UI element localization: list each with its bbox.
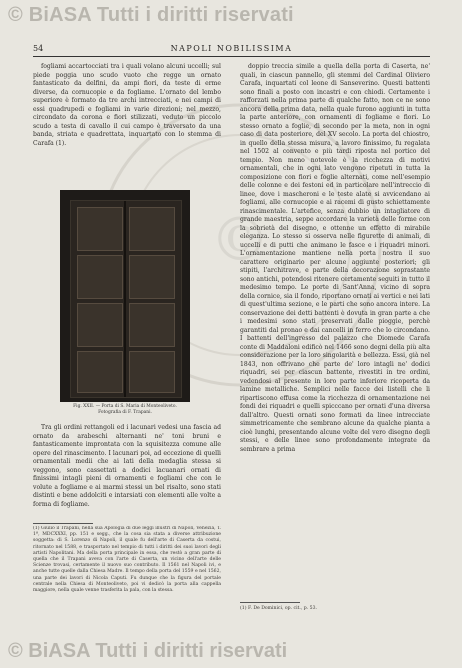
footnote-rule-right bbox=[240, 602, 300, 603]
footnote-left: (1) Giulio il Trapani, nella sua Apologia di due leggi illustri di Napoli, Venezia, T. 1ª, MDCXXXI, pp. 151 e segg., che la cosa sia stata a diverse attribuzione soggetta: di S. Lorenzo di Napoli, il quale fu dell'arte di Caserta da costui, ritornato nel 1588, e trasportato nel tempio di tutti i diritti dei suoi lavori degli artisti Napolitani. Ma della porta principale in essa, che restò a gran parte di quella che il Trapani aveva con l'arte di Caserta, un vicino dell'arte delle Scienze trovasi, certamente il nuovo suo contributo. Il 1561 nel Napoli ivi, e anche tutte quelle dalla Chiesa Madre. Il tempo della porta del 1559 e nel 1562, una parte dei lavori di Nicola Caputi. Fu dunque che la figura del portale centrale nella Chiesa di Monteoliveto, poi vi dedicò la porta alla cappella maggiore, nella quale venne trasferita la pala, con la stessa. bbox=[33, 526, 221, 594]
svg-text:©: © bbox=[210, 205, 270, 275]
door-frame bbox=[70, 200, 182, 398]
watermark-top: © BiASA Tutti i diritti riservati bbox=[8, 4, 294, 26]
photo-caption: Fig. XXII. — Porta di S. Maria di Monteoliveto. Fotografia di F. Trapani. bbox=[73, 404, 177, 415]
right-column bbox=[240, 63, 430, 603]
paragraph: doppio treccia simile a quella della porta di Caserta, ne' quali, in ciascun pannello, gli stemmi del Cardinal Oliviero Carafa, inquartati col leone di Sanseverino. Questi battenti sono finali a posto con incastri e con chiodi. Certamente i rafforzati nella prima parte di qualche fatto, non ce ne sono ancora della prima data, nella quale furono aggiunti in tutta la parte anteriore, con ornamenti di fogliame e fiori. Lo stesso ornato a foglie, di secondo per la meta, non in ogni caso di data posteriore, del XV secolo. La porta del chiostro, in quello della stessa misura, a lavoro finissimo, fu regalata nel 1502 al convento e più tardi riposta nel portico del tempio. Non meno notevole è la ricchezza di motivi ornamentali, che in ogni lato vengono ripetuti in tutta la composizione con fiori e foglie alternati, come nell'esempio delle colonne e dei festoni ed in particolare nell'intreccio di linee, dove i mascheroni e le teste alate si avvicendano ai fogliami, alle cornucopie e ai racemi di gusto schiettamente rinascimentale. L'artefice, senza dubbio un intagliatore di grande maestria, seppe accordare la varietà delle forme con la sobrietà del disegno, e ottenne un effetto di mirabile eleganza. Lo stesso si osserva nelle figurette di animali, di uccelli e di putti che animano le fasce e i riquadri minori. L'ornamentazione mantiene nella porta nostra il suo carattere originario per alcune aggiunte posteriori; gli stipiti, l'architrave, e parte della decorazione soprastante sono antichi, potendosi ritenere certamente seguiti in tutto il medesimo tempo. Le porte di Sant'Anna, vicino di sopra della cornice, sia il fondo, riportano ornati ai vertici e nei lati di quest'ultima sezione, e le parti che sono ancora intere. La conservazione dei detti battenti è dovuta in gran parte a che i medesimi sono stati preservati dalle pioggie, perchè garantiti dal pronao e dai cancelli in ferro che lo circondano. I battenti dell'ingresso del palazzo che Diomede Carafa conte di Maddaloni edificò nel 1466 sono degni della più alta considerazione per la loro singolarità e bellezza. Essi, già nel 1843, non offrivano che parte de' loro intagli ne' dodici riquadri, sei per ciascun battente, rivestiti in tre ordini, vedendosi al presente in loro parte inferiore ricoperta da lamine metalliche. Semplici nelle facce dei listelli che li ripartiscono effusa come la ricchezza di ornamentazione nei fondi dei riquadri e quelli spicccano per ornati d'una diversa dall'altro. Questi ornati sono formati da linee intrecciate simmetricamente che sembrano alcune da qualche pianta a cioè lunghi, presentando alcune volte del vero disegno degli stessi, e delle linee sono profondamente integrate da sembrare a prima bbox=[240, 63, 430, 453]
left-column-bottom bbox=[33, 424, 221, 522]
paragraph: Tra gli ordini rettangoli ed i lacunari vedesi una fascia ad ornato da arabeschi alternanti ne' toni bruni e fantasticamente improntata con la squisitezza comune alle opere del rinascimento. I lacunari poi, ad eccezione di quelli ornamentali medii che ai lati della medaglia stessa si veggono, sono cassettati a dodici lacuanari ornati di finissimi intagli pieni di ornamenti e fogliami che con le volute a fogliame e ai marmi stessi un bel risalto, sono stati distinti e bene addolciti e intarsiati con elementi alle volte a forma di fogliame. bbox=[33, 424, 221, 508]
watermark-bottom: © BiASA Tutti i diritti riservati bbox=[8, 640, 288, 662]
left-column-top bbox=[33, 63, 221, 189]
footnote-right: (1) F. De Dominici, op. cit., p. 53. bbox=[240, 606, 317, 611]
page-number: 54 bbox=[33, 44, 44, 53]
page-title: NAPOLI NOBILISSIMA bbox=[170, 44, 293, 53]
header-rule bbox=[33, 56, 430, 57]
footnote-rule bbox=[33, 523, 93, 524]
door-photo bbox=[60, 190, 190, 402]
paragraph: fogliami accartocciati tra i quali volano alcuni uccelli; sul piede poggia uno scudo vuoto che regge un ornato fantasticato da delfini, da ampi fiori, da teste di erme diverse, da cornucopie e da fogliame. L'ornato del lembo superiore è formato da tre archi intrecciati, e nei campi di essi quadrupedi e fogliami in varie direzioni; nel mezzo, circondato da corona e fiori stilizzati, veduto un piccolo scudo a testa di cavallo il cui campo è traversato da una banda, striata e quadrettata, inquartato con lo stemma di Carafa (1). bbox=[33, 63, 221, 147]
page-header bbox=[33, 44, 430, 56]
